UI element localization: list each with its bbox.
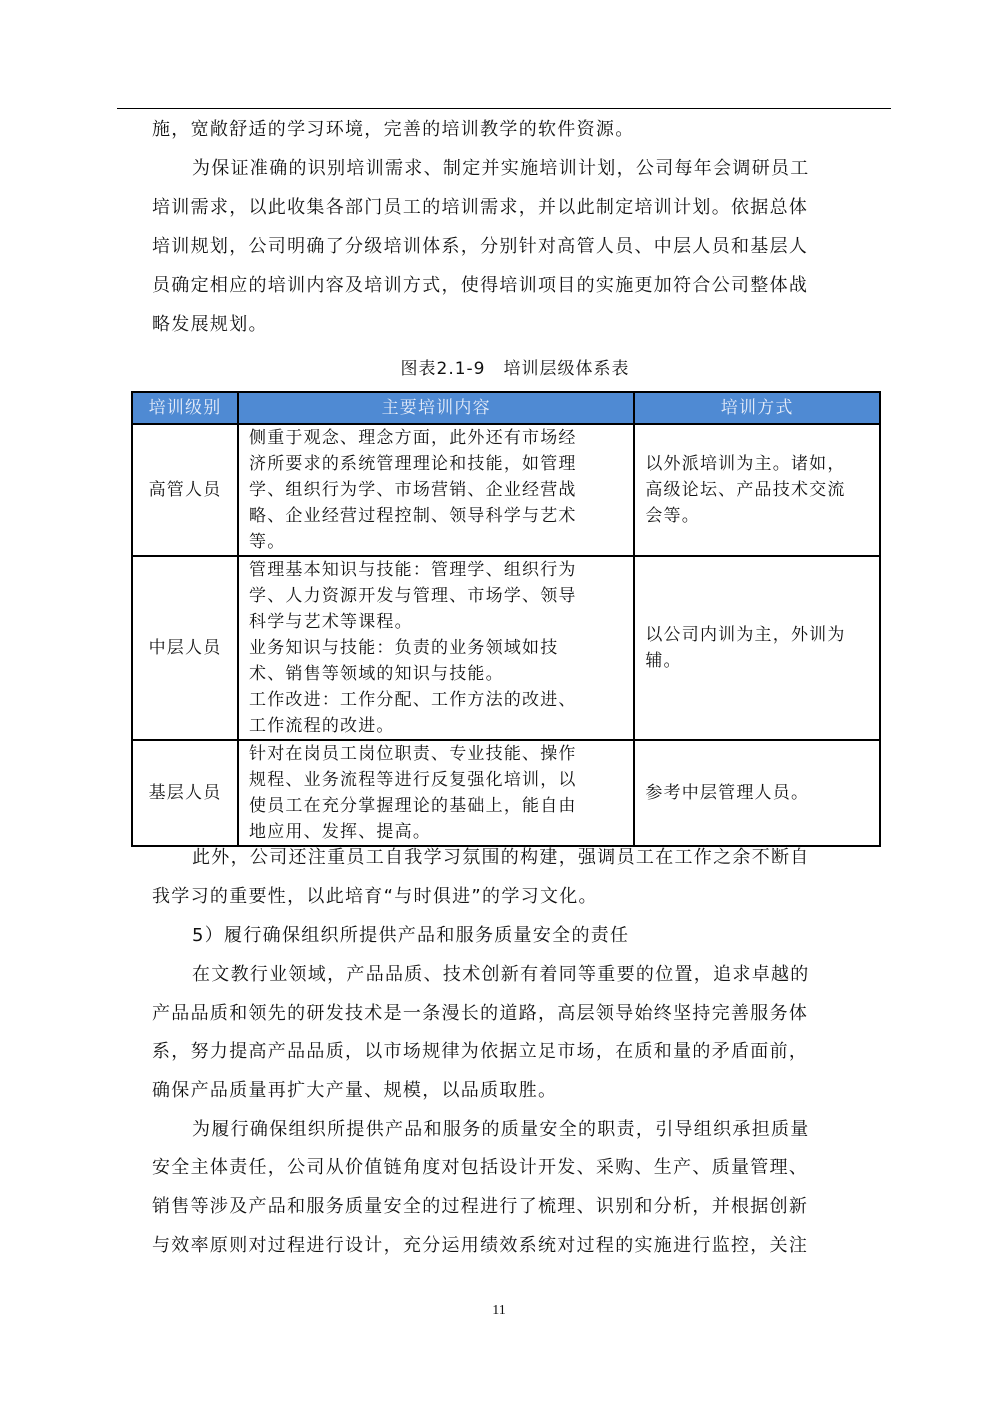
body-line: 培训需求，以此收集各部门员工的培训需求，并以此制定培训计划。依据总体 <box>152 197 809 218</box>
section-heading: 5）履行确保组织所提供产品和服务质量安全的责任 <box>192 925 630 946</box>
table-caption: 图表2.1-9 培训层级体系表 <box>400 359 630 379</box>
table-row <box>132 556 880 740</box>
table-row <box>132 424 880 556</box>
content-line: 学、人力资源开发与管理、市场学、领导 <box>249 586 577 606</box>
training-level-table <box>131 391 881 847</box>
method-cell <box>634 556 880 740</box>
body-line: 我学习的重要性，以此培育“与时俱进”的学习文化。 <box>152 886 598 907</box>
level-cell: 高管人员 <box>132 424 238 556</box>
level-cell: 中层人员 <box>132 556 238 740</box>
method-line: 会等。 <box>645 506 700 526</box>
body-line: 与效率原则对过程进行设计，充分运用绩效系统对过程的实施进行监控，关注 <box>152 1235 809 1256</box>
content-cell <box>238 556 634 740</box>
body-line: 在文教行业领域，产品品质、技术创新有着同等重要的位置，追求卓越的 <box>192 964 810 985</box>
content-line: 略、企业经营过程控制、领导科学与艺术 <box>249 506 577 526</box>
content-line: 术、销售等领域的知识与技能。 <box>249 664 504 684</box>
page-number: 11 <box>492 1303 506 1318</box>
body-line: 安全主体责任，公司从价值链角度对包括设计开发、采购、生产、质量管理、 <box>152 1157 809 1178</box>
body-line: 施，宽敞舒适的学习环境，完善的培训教学的软件资源。 <box>152 119 635 140</box>
table-row <box>132 740 880 846</box>
body-line: 为履行确保组织所提供产品和服务的质量安全的职责，引导组织承担质量 <box>192 1119 810 1140</box>
content-cell <box>238 740 634 846</box>
content-line: 使员工在充分掌握理论的基础上，能自由 <box>249 796 577 816</box>
body-line: 系，努力提高产品品质，以市场规律为依据立足市场，在质和量的矛盾面前， <box>152 1041 809 1062</box>
method-line: 以公司内训为主，外训为 <box>645 625 846 645</box>
content-line: 济所要求的系统管理理论和技能，如管理 <box>249 454 577 474</box>
body-line: 此外，公司还注重员工自我学习氛围的构建，强调员工在工作之余不断自 <box>192 847 810 868</box>
body-line: 员确定相应的培训内容及培训方式，使得培训项目的实施更加符合公司整体战 <box>152 275 809 296</box>
header-content: 主要培训内容 <box>238 392 634 424</box>
body-line: 为保证准确的识别培训需求、制定并实施培训计划，公司每年会调研员工 <box>192 158 810 179</box>
method-cell <box>634 424 880 556</box>
content-line: 地应用、发挥、提高。 <box>249 822 432 842</box>
content-line: 等。 <box>249 532 286 552</box>
method-line: 以外派培训为主。诸如， <box>645 454 846 474</box>
body-line: 确保产品质量再扩大产量、规模，以品质取胜。 <box>152 1080 558 1101</box>
content-line: 科学与艺术等课程。 <box>249 612 413 632</box>
content-line: 侧重于观念、理念方面，此外还有市场经 <box>249 428 577 448</box>
content-line: 工作流程的改进。 <box>249 716 395 736</box>
content-cell <box>238 424 634 556</box>
header-rule <box>117 108 891 109</box>
body-line: 产品品质和领先的研发技术是一条漫长的道路，高层领导始终坚持完善服务体 <box>152 1003 809 1024</box>
method-line: 高级论坛、产品技术交流 <box>645 480 846 500</box>
body-line: 培训规划，公司明确了分级培训体系，分别针对高管人员、中层人员和基层人 <box>152 236 809 257</box>
content-line: 针对在岗员工岗位职责、专业技能、操作 <box>249 744 577 764</box>
content-line: 学、组织行为学、市场营销、企业经营战 <box>249 480 577 500</box>
header-level: 培训级别 <box>132 392 238 424</box>
body-line: 销售等涉及产品和服务质量安全的过程进行了梳理、识别和分析，并根据创新 <box>152 1196 809 1217</box>
body-line: 略发展规划。 <box>152 314 268 335</box>
method-line: 辅。 <box>645 651 682 671</box>
content-line: 规程、业务流程等进行反复强化培训，以 <box>249 770 577 790</box>
content-line: 工作改进：工作分配、工作方法的改进、 <box>249 690 577 710</box>
method-cell: 参考中层管理人员。 <box>634 740 880 846</box>
table-header-row <box>132 392 880 424</box>
content-line: 管理基本知识与技能：管理学、组织行为 <box>249 560 577 580</box>
header-method: 培训方式 <box>634 392 880 424</box>
level-cell: 基层人员 <box>132 740 238 846</box>
content-line: 业务知识与技能：负责的业务领域如技 <box>249 638 559 658</box>
